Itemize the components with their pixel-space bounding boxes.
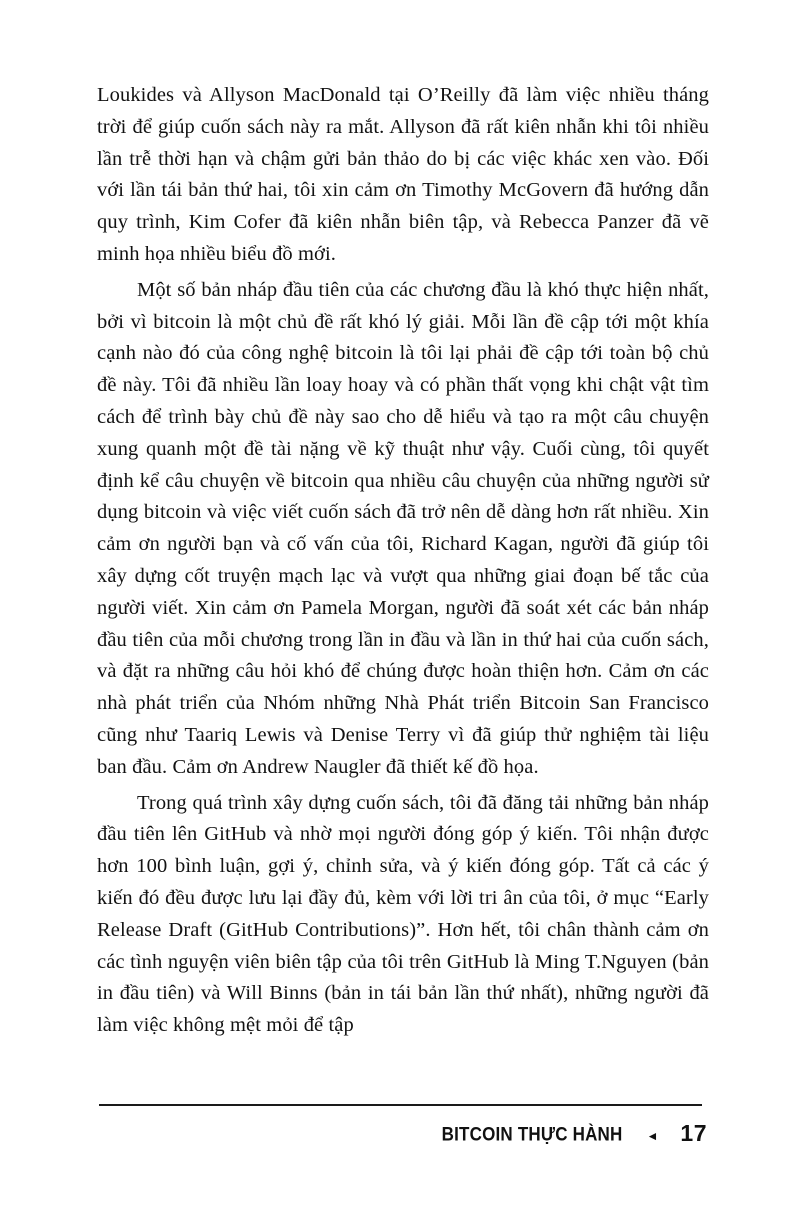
footer-divider [99,1104,702,1106]
paragraph-acknowledgements-2: Một số bản nháp đầu tiên của các chương đầu là khó thực hiện nhất, bởi vì bitcoin là một chủ đề rất khó lý giải. Mỗi lần đề cập tới một khía cạnh nào đó của công nghệ bitcoin là tôi lại phải đề cập tới toàn bộ chủ đề này. Tôi đã nhiều lần loay hoay và có phần thất vọng khi chật vật tìm cách để trình bày chủ đề này sao cho dễ hiểu và tạo ra một câu chuyện xung quanh một đề tài nặng về kỹ thuật như vậy. Cuối cùng, tôi quyết định kể câu chuyện về bitcoin qua nhiều câu chuyện của những người sử dụng bitcoin và việc viết cuốn sách đã trở nên dễ dàng hơn rất nhiều. Xin cảm ơn người bạn và cố vấn của tôi, Richard Kagan, người đã giúp tôi xây dựng cốt truyện mạch lạc và vượt qua những giai đoạn bế tắc của người viết. Xin cảm ơn Pamela Morgan, người đã soát xét các bản nháp đầu tiên của mỗi chương trong lần in đầu và lần in thứ hai của cuốn sách, và đặt ra những câu hỏi khó để chúng được hoàn thiện hơn. Cảm ơn các nhà phát triển của Nhóm những Nhà Phát triển Bitcoin San Francisco cũng như Taariq Lewis và Denise Terry vì đã giúp thử nghiệm tài liệu ban đầu. Cảm ơn Andrew Naugler đã thiết kế đồ họa. [97,278,709,778]
paragraph-acknowledgements-3: Trong quá trình xây dựng cuốn sách, tôi đã đăng tải những bản nháp đầu tiên lên GitHub và nhờ mọi người đóng góp ý kiến. Tôi nhận được hơn 100 bình luận, gợi ý, chỉnh sửa, và ý kiến đóng góp. Tất cả các ý kiến đó đều được lưu lại đầy đủ, kèm với lời tri ân của tôi, ở mục “Early Release Draft (GitHub Contributions)”. Hơn hết, tôi chân thành cảm ơn các tình nguyện viên biên tập của tôi trên GitHub là Ming T.Nguyen (bản in đầu tiên) và Will Binns (bản in tái bản lần thứ nhất), những người đã làm việc không mệt mỏi để tập [97,791,709,1037]
left-triangle-icon: ◄ [646,1129,659,1143]
page-number: 17 [680,1120,707,1146]
paragraph-acknowledgements-1: Loukides và Allyson MacDonald tại O’Reilly đã làm việc nhiều tháng trời để giúp cuốn sách này ra mắt. Allyson đã rất kiên nhẫn khi tôi nhiều lần trễ thời hạn và chậm gửi bản thảo do bị các việc khác xen vào. Đối với lần tái bản thứ hai, tôi xin cảm ơn Timothy McGovern đã hướng dẫn quy trình, Kim Cofer đã kiên nhẫn biên tập, và Rebecca Panzer đã vẽ minh họa nhiều biểu đồ mới. [97,84,709,265]
page-footer [99,1104,707,1147]
page-content [97,80,709,1042]
book-title: BITCOIN THỰC HÀNH [441,1123,623,1145]
footer-running-title [99,1120,707,1147]
